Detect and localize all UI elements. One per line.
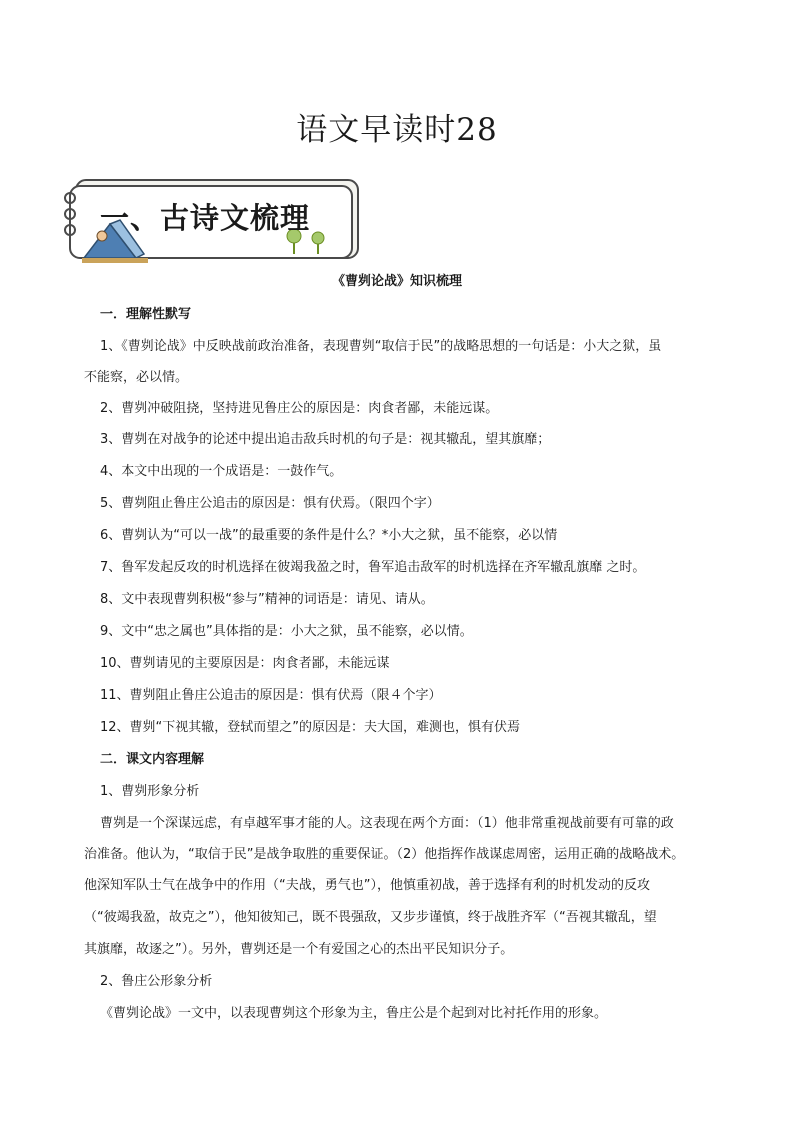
- list-item-continuation: 不能察，必以情。: [84, 370, 189, 385]
- list-item: 6、曹刿认为“可以一战”的最重要的条件是什么？*小大之狱，虽不能察，必以情: [100, 528, 558, 543]
- list-item: 4、本文中出现的一个成语是：一鼓作气。: [100, 464, 343, 479]
- list-item: 7、鲁军发起反攻的时机选择在彼竭我盈之时，鲁军追击敌军的时机选择在齐军辙乱旗靡 之时。: [100, 560, 646, 575]
- list-item: 12、曹刿“下视其辙，登轼而望之”的原因是：夫大国，难测也，惧有伏焉: [100, 720, 521, 735]
- paragraph-line: 他深知军队士气在战争中的作用（“夫战，勇气也”），他慎重初战，善于选择有利的时机发动的反攻: [84, 878, 650, 893]
- list-item: 8、文中表现曹刿积极“参与”精神的词语是：请见、请从。: [100, 592, 434, 607]
- list-item: 2、曹刿冲破阻挠，坚持进见鲁庄公的原因是：肉食者鄙，未能远谋。: [100, 401, 499, 416]
- paragraph-line: （“彼竭我盈，故克之”），他知彼知己，既不畏强敌，又步步谨慎，终于战胜齐军（“吾视其辙乱，望: [84, 910, 657, 925]
- subsection-heading: 1、曹刿形象分析: [100, 784, 200, 799]
- list-item: 3、曹刿在对战争的论述中提出追击敌兵时机的句子是：视其辙乱，望其旗靡；: [100, 432, 551, 447]
- list-item: 10、曹刿请见的主要原因是：肉食者鄙，未能远谋: [100, 656, 390, 671]
- list-item: 1、《曹刿论战》中反映战前政治准备，表现曹刿“取信于民”的战略思想的一句话是：小大之狱，虽: [100, 339, 662, 354]
- page-title: 语文早读时28: [296, 112, 498, 148]
- subtitle: 《曹刿论战》知识梳理: [331, 274, 462, 289]
- section-heading: 二．课文内容理解: [100, 752, 205, 767]
- paragraph-line: 其旗靡，故逐之”）。另外，曹刿还是一个有爱国之心的杰出平民知识分子。: [84, 942, 514, 957]
- section-banner-title: 一、古诗文梳理: [100, 201, 311, 235]
- paragraph-line: 治准备。他认为，“取信于民”是战争取胜的重要保证。（2）他指挥作战谋虑周密，运用正确的战略战术。: [84, 847, 685, 862]
- paragraph-line: 《曹刿论战》一文中，以表现曹刿这个形象为主，鲁庄公是个起到对比衬托作用的形象。: [100, 1006, 608, 1021]
- list-item: 9、文中“忠之属也”具体指的是：小大之狱，虽不能察，必以情。: [100, 624, 473, 639]
- list-item: 5、曹刿阻止鲁庄公追击的原因是：惧有伏焉。（限四个字）: [100, 496, 440, 511]
- section-heading: 一．理解性默写: [100, 307, 192, 322]
- paragraph-line: 曹刿是一个深谋远虑，有卓越军事才能的人。这表现在两个方面：（1）他非常重视战前要有可靠的政: [100, 816, 674, 831]
- subsection-heading: 2、鲁庄公形象分析: [100, 974, 213, 989]
- list-item: 11、曹刿阻止鲁庄公追击的原因是：惧有伏焉（限４个字）: [100, 688, 442, 703]
